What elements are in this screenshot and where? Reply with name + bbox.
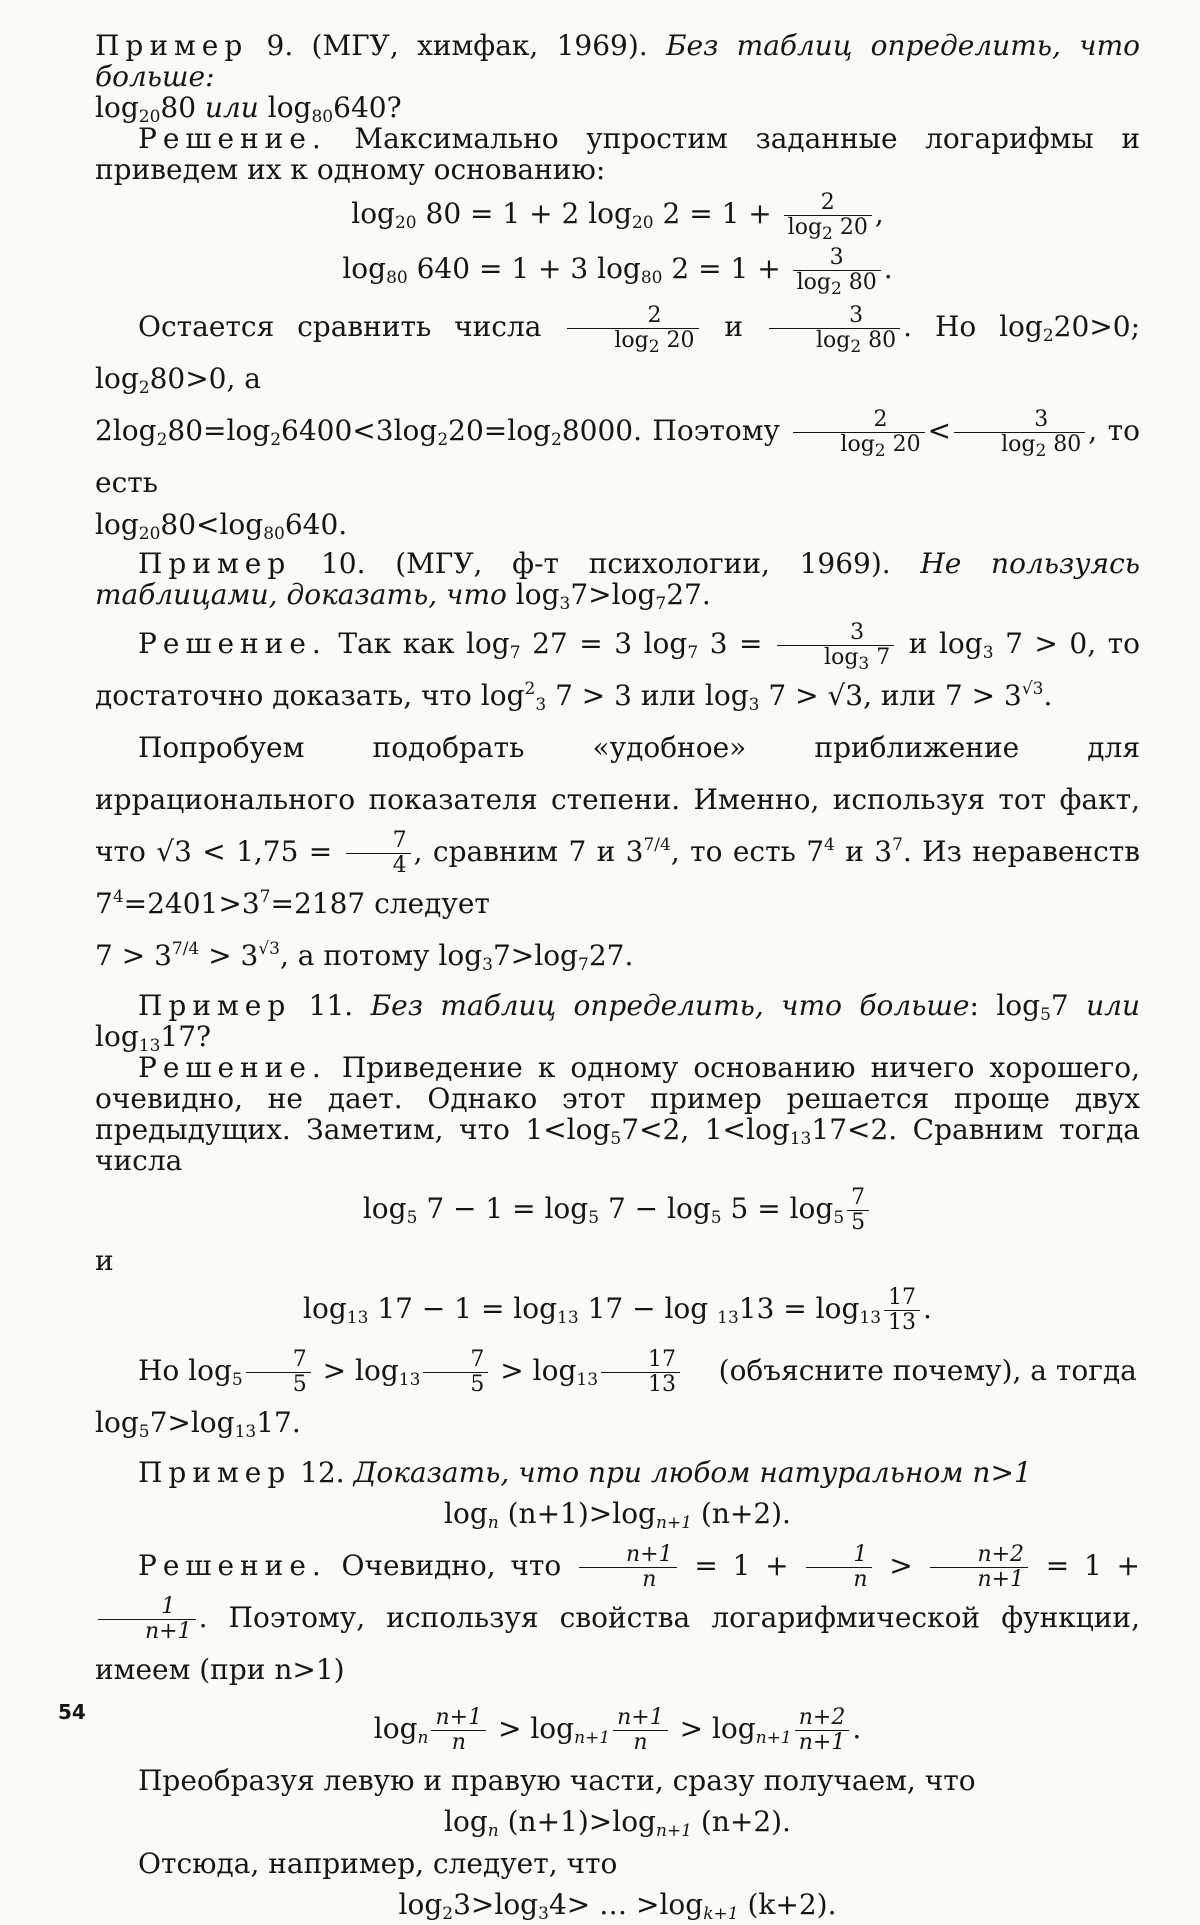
example-9-comparison: Остается сравнить числа $\frac{2}{\log_2 20}$ и $\frac{3}{\log_2 80}$ . Но $\log_220>0$; $\log_280>0$, а $2\log_280=\log_26400<3\log_220=\log_28000$. Поэтому $\frac{2}{\log_2 20}$ < $\frac{3}{\log_2 80}$ , то есть: [95, 303, 1141, 499]
example-12-result: $\log_n (n+1)>\log_{n+1}$ (n+2).: [444, 1805, 791, 1841]
example-12-chain: $\log_n$ $\frac{n+1}{n}$ > $\log_{n+1}$ $\frac{n+1}{n}$ > $\log_{n+1}$ $\frac{n+2}{n+1}$ .: [373, 1705, 862, 1755]
example-11-solution: Решение. Приведение к одному основанию ничего хорошего, очевидно, не дает. Однако этот пример решается проще двух предыдущих. Заметим, что $1<\log_57<2$, $1<\log_{13}17<2$. Сравним тогда числа: [95, 1051, 1140, 1177]
example-11-equation-2: $\log_{13} 17 - 1 = \log_{13} 17 - \log _{13}13 = \log_{13}$ $\frac{17}{13}$ .: [303, 1285, 932, 1335]
example-12-solution: Решение. Очевидно, что $\frac{n+1}{n}$ = 1 + $\frac{1}{n}$ > $\frac{n+2}{n+1}$ = 1 + $\frac{1}{n+1}$ . Поэтому, используя свойства логарифмической функции, имеем (при n>1): [95, 1542, 1141, 1686]
example-9-solution: Решение. Максимально упростим заданные логарифмы и приведем их к одному основанию:: [95, 122, 1140, 186]
example-9-equation-1: $\log_{20} 80 = 1 + 2$ $\log_{20} 2 = 1$ + $\frac{2}{\log_2 20}$ ,: [351, 190, 884, 244]
example-12-corollary: Отсюда, например, следует, что: [138, 1847, 618, 1880]
example-10-approximation: Попробуем подобрать «удобное» приближение для иррационального показателя степени. Именно, используя тот факт, что √3 < 1,75 = $\frac{7}{4}$ , сравним 7 и $3^{7/4}$, то есть $7^4$ и $3^7$. Из неравенств $7^4=2401>3^7=2187$ следует $7 > 3^{7/4} > 3^{√3}$, а потому $\log_37>\log_727$.: [95, 731, 1141, 975]
example-9-conclusion: $\log_{20}80<\log_{80}640$.: [95, 508, 348, 544]
example-12-heading: Пример 12. Доказать, что при любом натуральном n>1: [138, 1456, 1032, 1489]
example-12-transform: Преобразуя левую и правую части, сразу получаем, что: [138, 1764, 976, 1797]
example-9-equation-2: $\log_{80} 640 = 1 + 3$ $\log_{80} 2 = 1$ + $\frac{3}{\log_2 80}$ .: [342, 245, 893, 299]
example-9-heading: Пример 9. (МГУ, химфак, 1969). Без таблиц определить, что больше: $\log_{20}80$ или $\log_{80}640$?: [95, 29, 1141, 127]
example-11-equation-1: $\log_5 7 - 1 = \log_5 7 - \log_5 5 = \log_5$ $\frac{7}{5}$: [95, 1186, 1140, 1235]
example-11-conclusion: Но $\log_5$ $\frac{7}{5}$ > $\log_{13}$ $\frac{7}{5}$ > $\log_{13}$ $\frac{17}{13}$ (объясните почему), а тогда $\log_57>\log_{13}17$.: [95, 1347, 1137, 1442]
example-11-heading: Пример 11. Без таблиц определить, что больше: $\log_57$ или $\log_{13}17$?: [95, 989, 1140, 1056]
example-11-and: и: [95, 1244, 114, 1277]
page-number: 54: [58, 1700, 86, 1724]
example-10-solution: Решение. Так как $\log_7 27 = 3$ $\log_7 3$ = $\frac{3}{\log_3 7}$ и $\log_3 7 > 0$, то достаточно доказать, что $\log^2_3 7 > 3$ или $\log_3 7 > √3$, или $7 > 3^{√3}$.: [95, 620, 1140, 715]
example-12-statement: $\log_n (n+1)>\log_{n+1}$ (n+2).: [444, 1497, 791, 1533]
example-10-heading: Пример 10. (МГУ, ф-т психологии, 1969). Не пользуясь таблицами, доказать, что $\log_37>\log_727$.: [95, 547, 1140, 614]
example-12-final-chain: $\log_23>\log_34>$ … $>\log_{k+1}$ (k+2).: [398, 1888, 837, 1924]
